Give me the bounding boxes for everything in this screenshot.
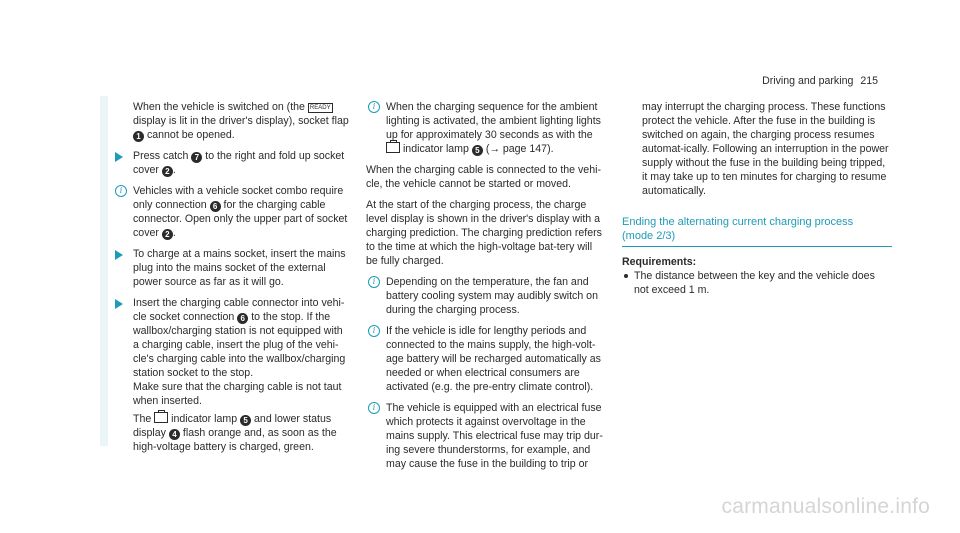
charging-plug-icon	[386, 142, 400, 153]
step-insert-connector: Insert the charging cable connector into vehi- cle socket connection 6 to the stop. If the wallbox/charging station is not equipped with a charging cable, insert the plug of the vehi- cle's charging cable into the wallbox/charging station socket to the stop. Make sure that the charging cable is not taut when inserted. The indicator lamp 5 and lower status display 4 flash orange and, as soon as the high-voltage battery is charged, green.	[113, 296, 351, 454]
paragraph-charge-prediction: At the start of the charging process, the charge level display is shown in the driver's display with a charging prediction. The charging prediction refers to the time at which the high-voltage bat-tery will be fully charged.	[366, 199, 602, 267]
callout-2: 2	[162, 229, 173, 240]
column-3	[622, 100, 892, 297]
callout-7: 7	[191, 152, 202, 163]
step-arrow-icon	[115, 250, 123, 260]
callout-6: 6	[237, 313, 248, 324]
page-number: 215	[860, 75, 878, 87]
info-icon: i	[368, 276, 380, 288]
info-icon: i	[115, 185, 127, 197]
ready-indicator-icon: READY	[309, 105, 331, 111]
paragraph-cable-connected: When the charging cable is connected to the vehi-cle, the vehicle cannot be started or moved.	[366, 164, 601, 190]
intro-paragraph: When the vehicle is switched on (the READY display is lit in the driver's display), socket flap 1 cannot be opened.	[133, 101, 349, 141]
note-idle-recharge: i If the vehicle is idle for lengthy periods and connected to the mains supply, the high-volt-age battery will be recharged automatically as needed or when electrical consumers are activated (e.g. the pre-entry climate control).	[366, 324, 606, 394]
step-arrow-icon	[115, 152, 123, 162]
step-mains-socket: To charge at a mains socket, insert the mains plug into the mains socket of the external power source as far as it will go.	[113, 247, 351, 289]
watermark: carmanualsonline.info	[721, 495, 930, 518]
note-electrical-fuse: i The vehicle is equipped with an electrical fuse which protects it against overvoltage in the mains supply. This electrical fuse may trip dur-ing severe thunderstorms, for example, and may cause the fuse in the building to trip or	[366, 401, 606, 471]
column-2	[366, 100, 606, 478]
note-ambient-lighting: i When the charging sequence for the ambient lighting is activated, the ambient lighting lights up for approximately 30 seconds as with the indicator lamp 5 (→ page 147).	[366, 100, 606, 156]
chapter-title: Driving and parking	[762, 75, 854, 87]
sidebar-bar	[100, 96, 108, 446]
info-icon: i	[368, 101, 380, 113]
info-icon: i	[368, 402, 380, 414]
callout-5: 5	[472, 145, 483, 156]
column-1	[113, 100, 351, 461]
step-arrow-icon	[115, 299, 123, 309]
paragraph-fuse-continued: may interrupt the charging process. These functions protect the vehicle. After the fuse in the building is switched on again, the charging process resumes automat-ically. Following an interruption in the power supply without the fuse in the building being tripped, it may take up to ten minutes for charging to resume automatically.	[642, 101, 889, 197]
callout-2: 2	[162, 166, 173, 177]
step-press-catch: Press catch 7 to the right and fold up socket cover 2 .	[113, 149, 351, 177]
note-fan-cooling: i Depending on the temperature, the fan and battery cooling system may audibly switch on during the charging process.	[366, 275, 606, 317]
callout-1: 1	[133, 131, 144, 142]
section-heading: Ending the alternating current charging process (mode 2/3)	[622, 215, 892, 247]
bullet-icon	[624, 274, 628, 278]
charging-plug-icon	[154, 412, 168, 423]
callout-6: 6	[210, 201, 221, 212]
callout-5: 5	[240, 415, 251, 426]
note-combo-socket: i Vehicles with a vehicle socket combo require only connection 6 for the charging cable connector. Open only the upper part of socket cover 2 .	[113, 184, 351, 240]
page-header	[762, 74, 878, 88]
requirements-label: Requirements:	[622, 256, 697, 268]
callout-4: 4	[169, 429, 180, 440]
info-icon: i	[368, 325, 380, 337]
requirement-item: The distance between the key and the vehicle does not exceed 1 m.	[622, 269, 892, 297]
